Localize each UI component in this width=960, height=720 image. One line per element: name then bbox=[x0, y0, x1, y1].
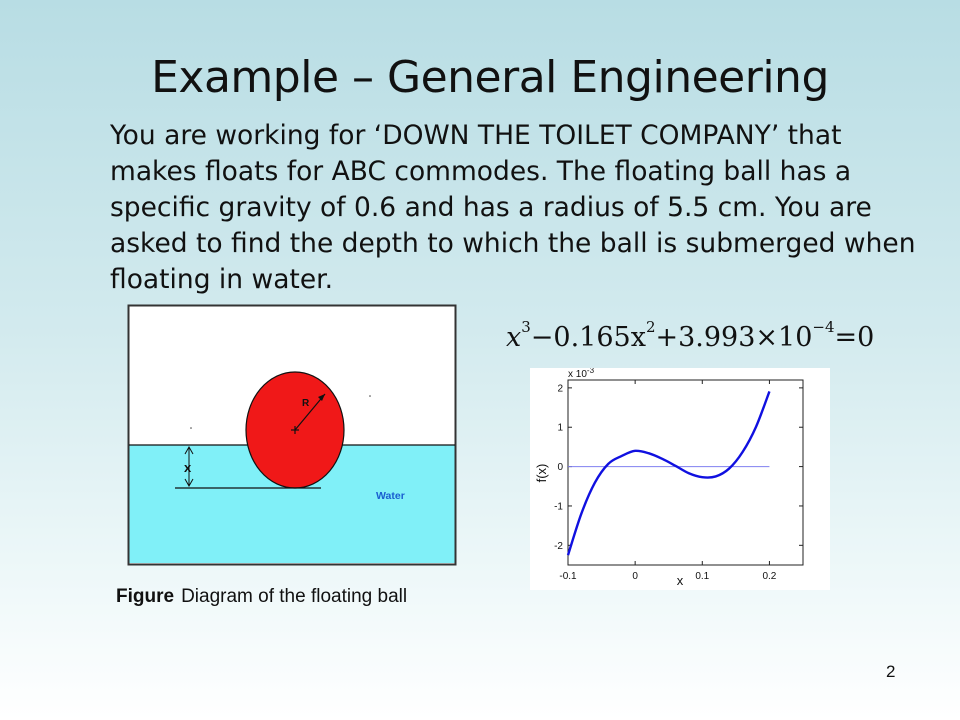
y-tick-label: 0 bbox=[557, 462, 563, 474]
equation-term-constant: +3.993×10 bbox=[655, 322, 813, 353]
y-tick-label: 1 bbox=[557, 422, 563, 434]
equation-exp-neg4: −4 bbox=[812, 318, 835, 336]
y-tick-label: -1 bbox=[554, 501, 563, 513]
depth-label: x bbox=[184, 460, 192, 475]
problem-statement: You are working for ‘DOWN THE TOILET COMPANY’ that makes floats for ABC commodes. The floating ball has a specific gravity of 0.6 and has a radius of 5.5 cm. You are asked to find the depth to which the ball is submerged when floating in water. bbox=[110, 120, 916, 295]
y-tick-label: 2 bbox=[557, 383, 563, 395]
diagram-dot-left bbox=[190, 427, 192, 429]
function-plot bbox=[530, 368, 830, 590]
y-tick-label: -2 bbox=[554, 540, 563, 552]
equation-term-x: x bbox=[506, 322, 522, 353]
figure-caption bbox=[116, 586, 407, 608]
x-tick-label: 0.2 bbox=[762, 571, 777, 582]
page-number: 2 bbox=[886, 662, 896, 681]
x-tick-label: 0.1 bbox=[695, 571, 710, 582]
caption-label: Figure bbox=[116, 586, 175, 607]
diagram-canvas bbox=[127, 304, 457, 566]
y-multiplier-label: x $10^{-3}$ bbox=[568, 368, 595, 380]
x-tick-label: 0 bbox=[632, 571, 638, 582]
equation-exp-3: 3 bbox=[521, 318, 531, 336]
equation-exp-2: 2 bbox=[645, 318, 656, 336]
radius-label: R bbox=[302, 398, 310, 409]
x-axis-label: x bbox=[676, 573, 684, 588]
plot-canvas bbox=[530, 368, 830, 590]
x-tick-label: -0.1 bbox=[559, 571, 577, 582]
water-label: Water bbox=[376, 490, 405, 502]
caption-text: Diagram of the floating ball bbox=[181, 586, 408, 607]
diagram-dot-right bbox=[369, 395, 371, 397]
equation-equals-zero: =0 bbox=[834, 322, 875, 353]
equation-term-quadratic: −0.165x bbox=[530, 322, 646, 353]
cubic-equation bbox=[506, 318, 876, 360]
y-axis-label: f(x) bbox=[534, 463, 549, 483]
slide-title: Example – General Engineering bbox=[151, 52, 829, 103]
floating-ball-diagram bbox=[127, 304, 457, 566]
